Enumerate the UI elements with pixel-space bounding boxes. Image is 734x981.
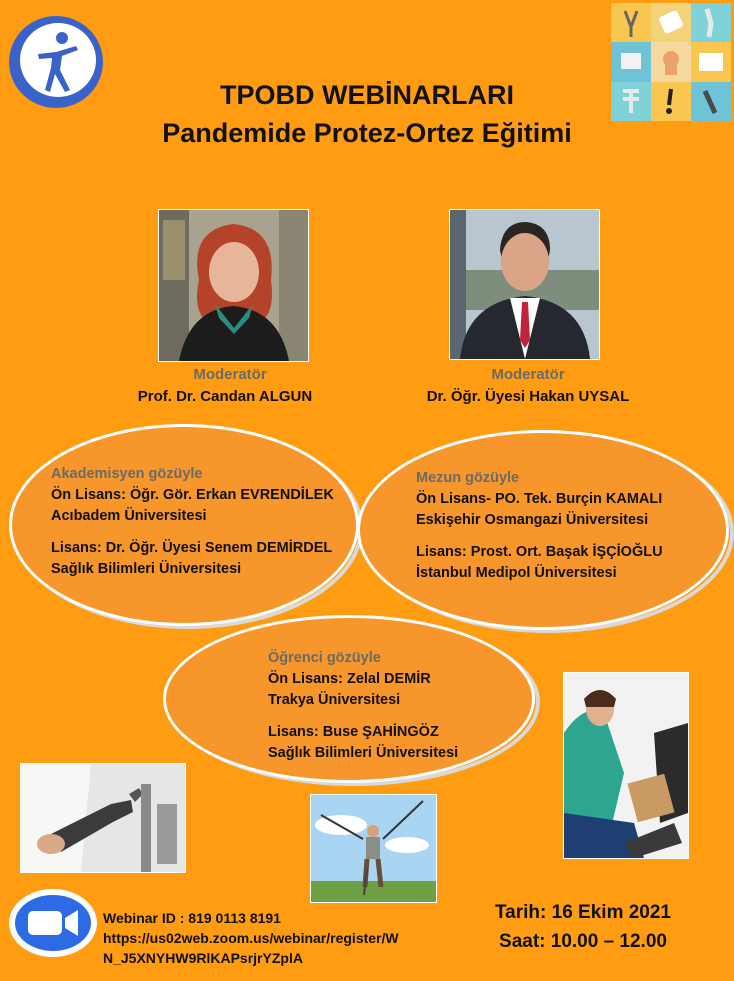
event-time: Saat: 10.00 – 12.00 — [499, 931, 667, 952]
academic-line: Acıbadem Üniversitesi — [51, 508, 207, 524]
graduate-panel — [416, 468, 663, 584]
student-line: Sağlık Bilimleri Üniversitesi — [268, 745, 459, 761]
student-line: Ön Lisans: Zelal DEMİR — [268, 671, 431, 687]
moderator-2-role: Moderatör — [491, 366, 565, 383]
page-title: TPOBD WEBİNARLARI — [220, 80, 514, 110]
webinar-id: Webinar ID : 819 0113 8191 — [103, 910, 281, 926]
academic-line: Lisans: Dr. Öğr. Üyesi Senem DEMİRDEL — [51, 540, 333, 556]
prosthetic-leg-photo — [310, 794, 437, 903]
moderator-2-photo — [449, 209, 600, 360]
graduate-line: Lisans: Prost. Ort. Başak İŞÇİOĞLU — [416, 544, 663, 560]
page-subtitle: Pandemide Protez-Ortez Eğitimi — [162, 118, 572, 148]
webinar-info — [103, 908, 399, 968]
academic-line: Ön Lisans: Öğr. Gör. Erkan EVRENDİLEK — [51, 487, 334, 503]
academic-heading: Akademisyen gözüyle — [51, 466, 203, 482]
graduate-line: Ön Lisans- PO. Tek. Burçin KAMALI — [416, 491, 663, 507]
student-panel — [268, 648, 458, 764]
moderator-2-name: Dr. Öğr. Üyesi Hakan UYSAL — [426, 388, 630, 405]
graduate-line: Eskişehir Osmangazi Üniversitesi — [416, 512, 649, 528]
student-line: Lisans: Buse ŞAHİNGÖZ — [268, 724, 439, 740]
graduate-line: İstanbul Medipol Üniversitesi — [416, 565, 617, 581]
prosthetic-hand-photo — [20, 763, 186, 873]
academic-panel — [51, 464, 334, 580]
orthosis-fitting-photo — [563, 672, 689, 859]
event-date: Tarih: 16 Ekim 2021 — [494, 902, 672, 923]
schedule — [468, 898, 698, 956]
student-heading: Öğrenci gözüyle — [268, 650, 381, 666]
graduate-heading: Mezun gözüyle — [416, 470, 520, 486]
zoom-icon — [8, 888, 98, 958]
moderator-1-role: Moderatör — [193, 366, 267, 383]
academic-line: Sağlık Bilimleri Üniversitesi — [51, 561, 242, 577]
webinar-url-line-2[interactable]: N_J5XNYHW9RlKAPsrjrYZplA — [103, 950, 303, 966]
moderator-1-name: Prof. Dr. Candan ALGUN — [137, 388, 313, 405]
webinar-url-line-1[interactable]: https://us02web.zoom.us/webinar/register/W — [103, 930, 399, 946]
moderator-1-photo — [158, 209, 309, 362]
student-line: Trakya Üniversitesi — [268, 692, 401, 708]
